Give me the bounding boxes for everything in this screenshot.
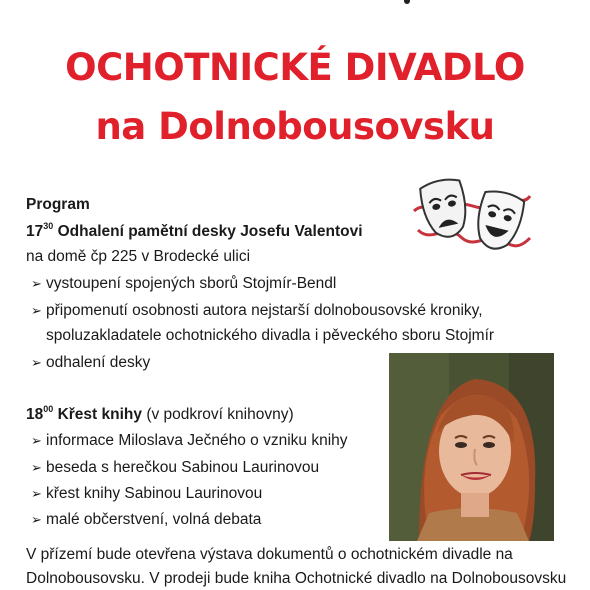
poster-title-line2: na Dolnobousovsku: [95, 105, 495, 148]
event1-hour: 17: [26, 223, 44, 241]
arrowhead-bullet-icon: ➢: [31, 460, 42, 475]
event1-minutes: 30: [43, 221, 54, 231]
list-item-text: křest knihy Sabinou Laurinovou: [46, 485, 263, 502]
list-item: [31, 275, 336, 293]
event2-note: (v podkroví knihovny): [146, 406, 294, 424]
actress-portrait: [389, 353, 554, 541]
list-item-text: malé občerstvení, volná debata: [46, 511, 262, 528]
event1-location: na domě čp 225 v Brodecké ulici: [26, 248, 251, 265]
arrowhead-bullet-icon: ➢: [31, 512, 42, 527]
list-item-text: beseda s herečkou Sabinou Laurinovou: [46, 459, 320, 476]
arrowhead-bullet-icon: ➢: [31, 355, 42, 370]
list-item: [31, 354, 150, 372]
list-item-text: informace Miloslava Ječného o vzniku knihy: [46, 432, 348, 449]
arrowhead-bullet-icon: ➢: [31, 486, 42, 501]
portrait-illustration: [389, 353, 554, 541]
list-item-text: vystoupení spojených sborů Stojmír-Bendl: [46, 275, 337, 292]
theatre-masks-icon: [410, 178, 532, 263]
footer-line1: V přízemí bude otevřena výstava dokumentů o ochotnickém divadle na: [26, 546, 513, 563]
list-item-text: připomenutí osobnosti autora nejstarší dolnobousovské kroniky,: [46, 302, 483, 319]
list-item-continuation: spoluzakladatele ochotnického divadla i pěveckého sboru Stojmír: [46, 327, 495, 344]
arrowhead-bullet-icon: ➢: [31, 276, 42, 291]
arrowhead-bullet-icon: ➢: [31, 433, 42, 448]
list-item-text: odhalení desky: [46, 354, 151, 371]
page-top-strip: [0, 0, 590, 8]
event2-minutes: 00: [43, 404, 54, 414]
event2-title: Křest knihy: [57, 406, 142, 424]
event1-title: Odhalení pamětní desky Josefu Valentovi: [57, 223, 363, 241]
footer-line2: Dolnobousovsku. V prodeji bude kniha Ochotnické divadlo na Dolnobousovsku: [26, 570, 567, 587]
event1-heading: [26, 222, 363, 241]
list-item: [31, 302, 483, 320]
list-item: [31, 485, 262, 503]
list-item: [31, 511, 261, 529]
poster-title-line1: OCHOTNICKÉ DIVADLO: [65, 46, 525, 89]
event2-heading: [26, 405, 294, 424]
event2-hour: 18: [26, 406, 44, 424]
arrowhead-bullet-icon: ➢: [31, 303, 42, 318]
list-item: [31, 432, 348, 450]
list-item: [31, 459, 319, 477]
program-heading: Program: [26, 196, 90, 213]
